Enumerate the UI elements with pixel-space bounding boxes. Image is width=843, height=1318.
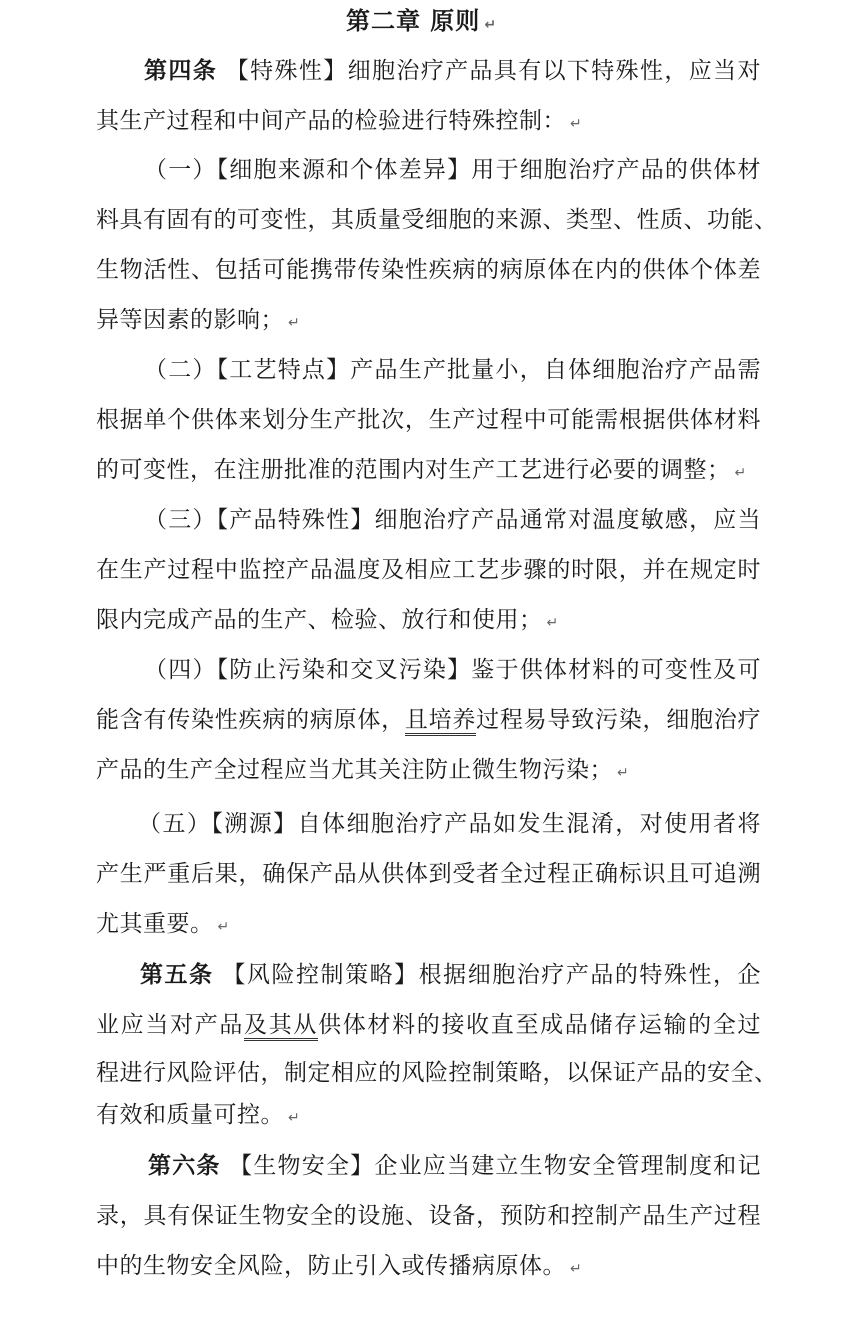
article-5-line-4: 有效和质量可控。 ↵ [96,1102,301,1128]
item-2-line-2: 根据单个供体来划分生产批次，生产过程中可能需根据供体材料 [96,407,761,433]
item-1-line-2: 料具有固有的可变性，其质量受细胞的来源、类型、性质、功能、 [96,207,778,233]
item-5-line-1: （五）【溯源】自体细胞治疗产品如发生混淆，对使用者将 [138,811,761,837]
article-4-line-2: 其生产过程和中间产品的检验进行特殊控制： ↵ [96,108,583,134]
item-1-line-3: 生物活性、包括可能携带传染性疾病的病原体在内的供体个体差 [96,257,761,283]
item-4-line-1: （四）【防止污染和交叉污染】鉴于供体材料的可变性及可 [144,657,761,683]
item-2-line-3: 的可变性，在注册批准的范围内对生产工艺进行必要的调整； ↵ [96,457,747,483]
item-5-line-3: 尤其重要。 ↵ [96,911,230,937]
article-5-number: 第五条 [140,961,214,988]
article-5-line-1: 第五条 【风险控制策略】根据细胞治疗产品的特殊性，企 [140,961,762,988]
item-4-line-3: 产品的生产全过程应当尤其关注防止微生物污染； ↵ [96,757,630,783]
item-5-line-2: 产生严重后果，确保产品从供体到受者全过程正确标识且可追溯 [96,861,761,887]
article-6-number: 第六条 [148,1152,221,1179]
chapter-title: 第二章 原则 ↵ [345,6,498,35]
item-3-line-1: （三）【产品特殊性】细胞治疗产品通常对温度敏感，应当 [144,507,761,533]
item-1-line-1: （一）【细胞来源和个体差异】用于细胞治疗产品的供体材 [144,157,761,183]
underlined-text: 及其从 [244,1012,318,1041]
article-6-line-1: 第六条 【生物安全】企业应当建立生物安全管理制度和记 [148,1152,762,1179]
item-1-line-4: 异等因素的影响； ↵ [96,307,301,333]
article-6-line-2: 录，具有保证生物安全的设施、设备，预防和控制产品生产过程 [96,1203,761,1229]
item-2-line-1: （二）【工艺特点】产品生产批量小，自体细胞治疗产品需 [144,357,761,383]
article-4-line-1: 第四条 【特殊性】细胞治疗产品具有以下特殊性，应当对 [144,57,762,84]
article-5-line-3: 程进行风险评估，制定相应的风险控制策略，以保证产品的安全、 [96,1060,778,1086]
article-6-line-3: 中的生物安全风险，防止引入或传播病原体。 ↵ [96,1253,583,1279]
item-3-line-2: 在生产过程中监控产品温度及相应工艺步骤的时限，并在规定时 [96,557,761,583]
underlined-text: 且培养 [405,707,476,736]
item-4-line-2: 能含有传染性疾病的病原体，且培养过程易导致污染，细胞治疗 [96,705,761,735]
article-4-number: 第四条 [144,57,218,84]
article-5-line-2: 业应当对产品及其从供体材料的接收直至成品储存运输的全过 [96,1010,761,1040]
item-3-line-3: 限内完成产品的生产、检验、放行和使用； ↵ [96,607,559,633]
